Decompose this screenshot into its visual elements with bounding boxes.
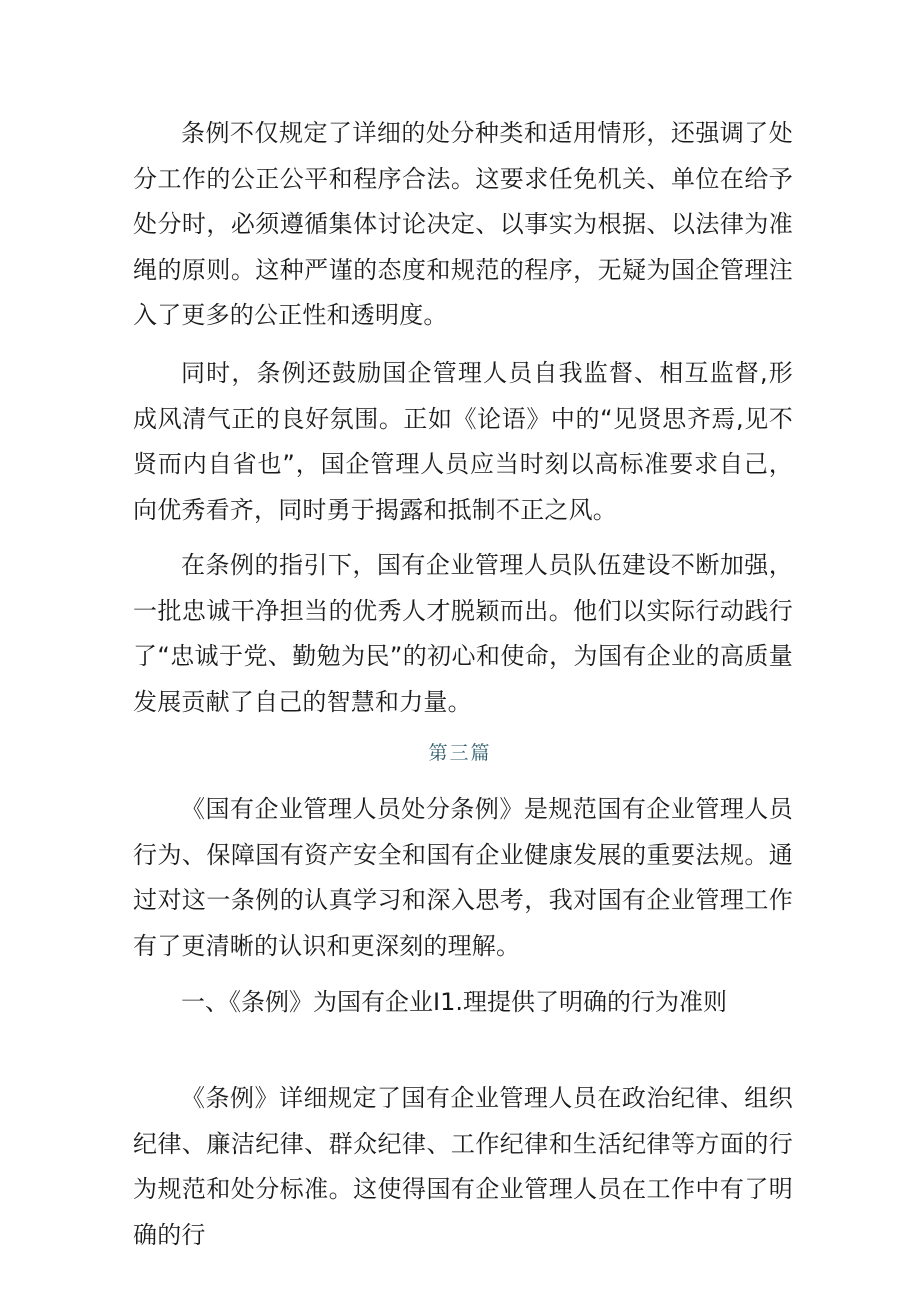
body-paragraph: 同时，条例还鼓励国企管理人员自我监督、相互监督,形成风清气正的良好氛围。正如《论语》中的“见贤思齐焉,见不贤而内自省也”，国企管理人员应当时刻以高标准要求自己，向优秀看齐，同时勇于揭露和抵制不正之风。 [133, 359, 793, 524]
body-paragraph: 在条例的指引下，国有企业管理人员队伍建设不断加强，一批忠诚干净担当的优秀人才脱颖而出。他们以实际行动践行了“忠诚于党、勤勉为民”的初心和使命，为国有企业的高质量发展贡献了自己的智慧和力量。 [133, 551, 793, 716]
section-heading: 一、《条例》为国有企业I1.理提供了明确的行为准则 [181, 988, 727, 1016]
body-paragraph: 条例不仅规定了详细的处分种类和适用情形，还强调了处分工作的公正公平和程序合法。这要求任免机关、单位在给予处分时，必须遵循集体讨论决定、以事实为根据、以法律为准绳的原则。这种严谨的态度和规范的程序，无疑为国企管理注入了更多的公正性和透明度。 [133, 119, 793, 329]
body-paragraph: 《国有企业管理人员处分条例》是规范国有企业管理人员行为、保障国有资产安全和国有企业健康发展的重要法规。通过对这一条例的认真学习和深入思考，我对国有企业管理工作有了更清晰的认识和更深刻的理解。 [133, 795, 793, 960]
section-title: 第三篇 [428, 742, 492, 764]
body-paragraph: 《条例》详细规定了国有企业管理人员在政治纪律、组织纪律、廉洁纪律、群众纪律、工作纪律和生活纪律等方面的行为规范和处分标准。这使得国有企业管理人员在工作中有了明确的行 [133, 1084, 793, 1249]
